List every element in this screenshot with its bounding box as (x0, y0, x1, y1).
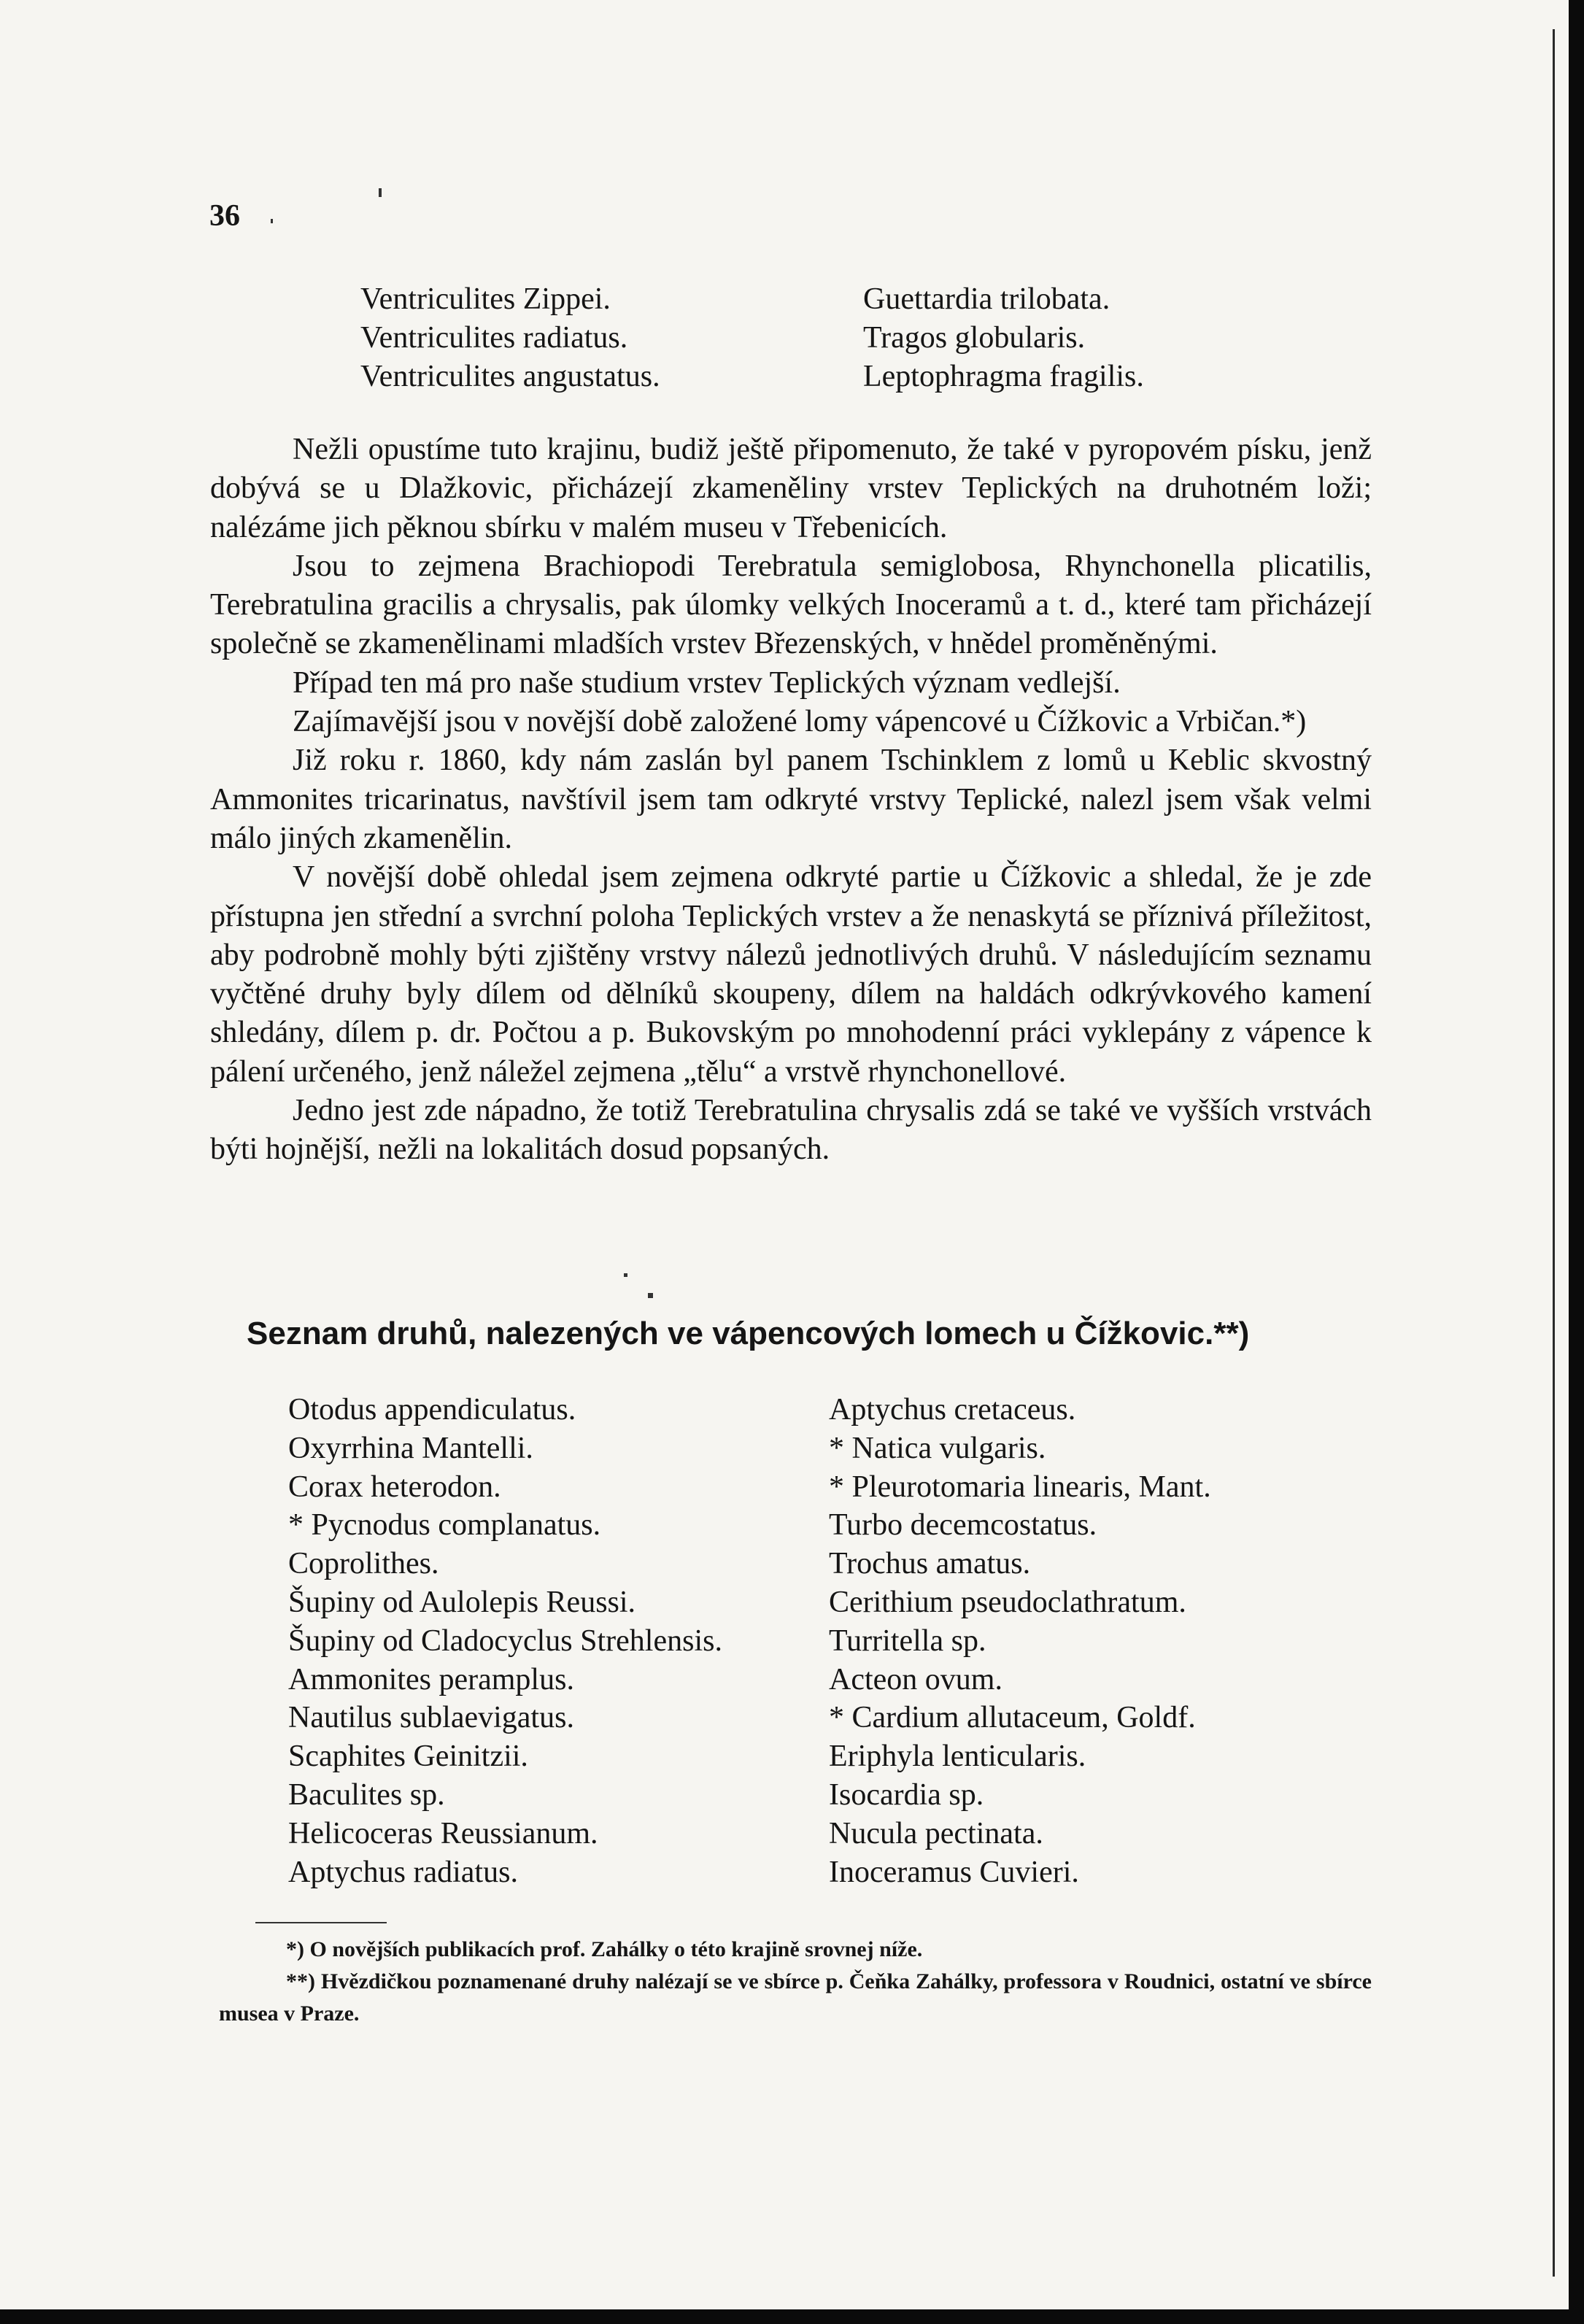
list-item: Scaphites Geinitzii. (288, 1740, 528, 1774)
paragraph: V novější době ohledal jsem zejmena odkryté partie u Čížkovic a shledal, že je zde přístupna jen střední a svrchní poloha Teplických vrstev a že nenaskytá se příznivá příležitost, aby podrobně mohly býti zjištěny vrstvy nálezů jednotlivých druhů. V následujícím seznamu vyčtěné druhy byly dílem od dělníků skoupeny, dílem na haldách odkrývkového kamení shledány, dílem p. dr. Počtou a p. Bukovským po mnohodenní práci vyklepány z vápence k pálení určeného, jenž náležel zejmena „tělu“ a vrstvě rhynchonellové. (210, 860, 1372, 1089)
list-item: * Pycnodus complanatus. (288, 1508, 601, 1543)
list-item: Eriphyla lenticularis. (829, 1740, 1086, 1774)
scan-border-right (1569, 0, 1584, 2324)
scan-speck (271, 219, 273, 223)
footnote-divider (255, 1922, 387, 1923)
footnote: **) Hvězdičkou poznamenané druhy nalézají se ve sbírce p. Čeňka Zahálky, professora v Roudnici, ostatní ve sbírce musea v Praze. (219, 1969, 1372, 2026)
list-item: Aptychus cretaceus. (829, 1393, 1076, 1427)
list-item: Acteon ovum. (829, 1662, 1002, 1696)
list-item: Tragos globularis. (863, 321, 1086, 355)
list-item: Trochus amatus. (829, 1547, 1031, 1581)
list-item: Šupiny od Aulolepis Reussi. (288, 1585, 636, 1619)
footnotes (219, 1934, 1372, 2030)
list-item: Ventriculites angustatus. (360, 360, 660, 393)
list-item: Oxyrrhina Mantelli. (288, 1431, 533, 1465)
list-item: Nautilus sublaevigatus. (288, 1701, 574, 1735)
list-item: Nucula pectinata. (829, 1816, 1043, 1850)
page-number: 36 (209, 199, 240, 233)
list-item: Ammonites peramplus. (288, 1662, 574, 1696)
section-heading: Seznam druhů, nalezených ve vápencových lomech u Čížkovic.**) (247, 1316, 1250, 1351)
list-item: Turbo decemcostatus. (829, 1508, 1097, 1543)
top-species-list-right (863, 280, 1144, 396)
list-item: Coprolithes. (288, 1547, 439, 1581)
list-item: Baculites sp. (288, 1777, 445, 1812)
scan-speck (379, 188, 382, 197)
list-item: Turritella sp. (829, 1624, 986, 1658)
list-item: Guettardia trilobata. (863, 282, 1110, 316)
paragraph: Nežli opustíme tuto krajinu, budiž ještě připomenuto, že také v pyropovém písku, jenž dobývá se u Dlažkovic, přicházejí zkameněliny vrstev Teplických na druhotném loži; nalézáme jich pěknou sbírku v malém museu v Třebenicích. (210, 433, 1372, 544)
list-item: * Pleurotomaria linearis, Mant. (829, 1470, 1211, 1504)
scan-edge-line (1553, 29, 1555, 2277)
scan-border-bottom (0, 2309, 1584, 2324)
list-item: Isocardia sp. (829, 1777, 984, 1812)
list-item: Aptychus radiatus. (288, 1855, 518, 1889)
paragraph: Již roku r. 1860, kdy nám zaslán byl panem Tschinklem z lomů u Keblic skvostný Ammonites tricarinatus, navštívil jsem tam odkryté vrstvy Teplické, nalezl jsem však velmi málo jiných zkamenělin. (210, 744, 1372, 855)
scan-speck (624, 1273, 627, 1277)
species-list-right (829, 1391, 1211, 1891)
list-item: Cerithium pseudoclathratum. (829, 1585, 1186, 1619)
list-item: Ventriculites radiatus. (360, 321, 628, 355)
body-text (210, 431, 1372, 1170)
footnote: *) O novějších publikacích prof. Zahálky o této krajině srovnej níže. (286, 1937, 923, 1961)
list-item: Otodus appendiculatus. (288, 1393, 576, 1427)
list-item: Šupiny od Cladocyclus Strehlensis. (288, 1624, 722, 1658)
paragraph: Jsou to zejmena Brachiopodi Terebratula semiglobosa, Rhynchonella plicatilis, Terebratulina gracilis a chrysalis, pak úlomky velkých Inoceramů a t. d., které tam přicházejí společně se zkamenělinami mladších vrstev Březenských, v hnědel proměněnými. (210, 549, 1372, 661)
list-item: * Cardium allutaceum, Goldf. (829, 1701, 1196, 1735)
scan-speck (648, 1293, 653, 1298)
paragraph: Případ ten má pro naše studium vrstev Teplických význam vedlejší. (293, 665, 1121, 700)
species-list-left (288, 1391, 722, 1891)
list-item: Corax heterodon. (288, 1470, 501, 1504)
list-item: Helicoceras Reussianum. (288, 1816, 598, 1850)
paragraph: Zajímavější jsou v novější době založené lomy vápencové u Čížkovic a Vrbičan.*) (293, 705, 1307, 739)
paragraph: Jedno jest zde nápadno, že totiž Terebratulina chrysalis zdá se také ve vyšších vrstvách býti hojnější, nežli na lokalitách dosud popsaných. (210, 1094, 1372, 1167)
top-species-list-left (360, 280, 660, 396)
list-item: * Natica vulgaris. (829, 1431, 1046, 1465)
list-item: Inoceramus Cuvieri. (829, 1855, 1079, 1889)
list-item: Ventriculites Zippei. (360, 282, 611, 316)
list-item: Leptophragma fragilis. (863, 360, 1144, 393)
